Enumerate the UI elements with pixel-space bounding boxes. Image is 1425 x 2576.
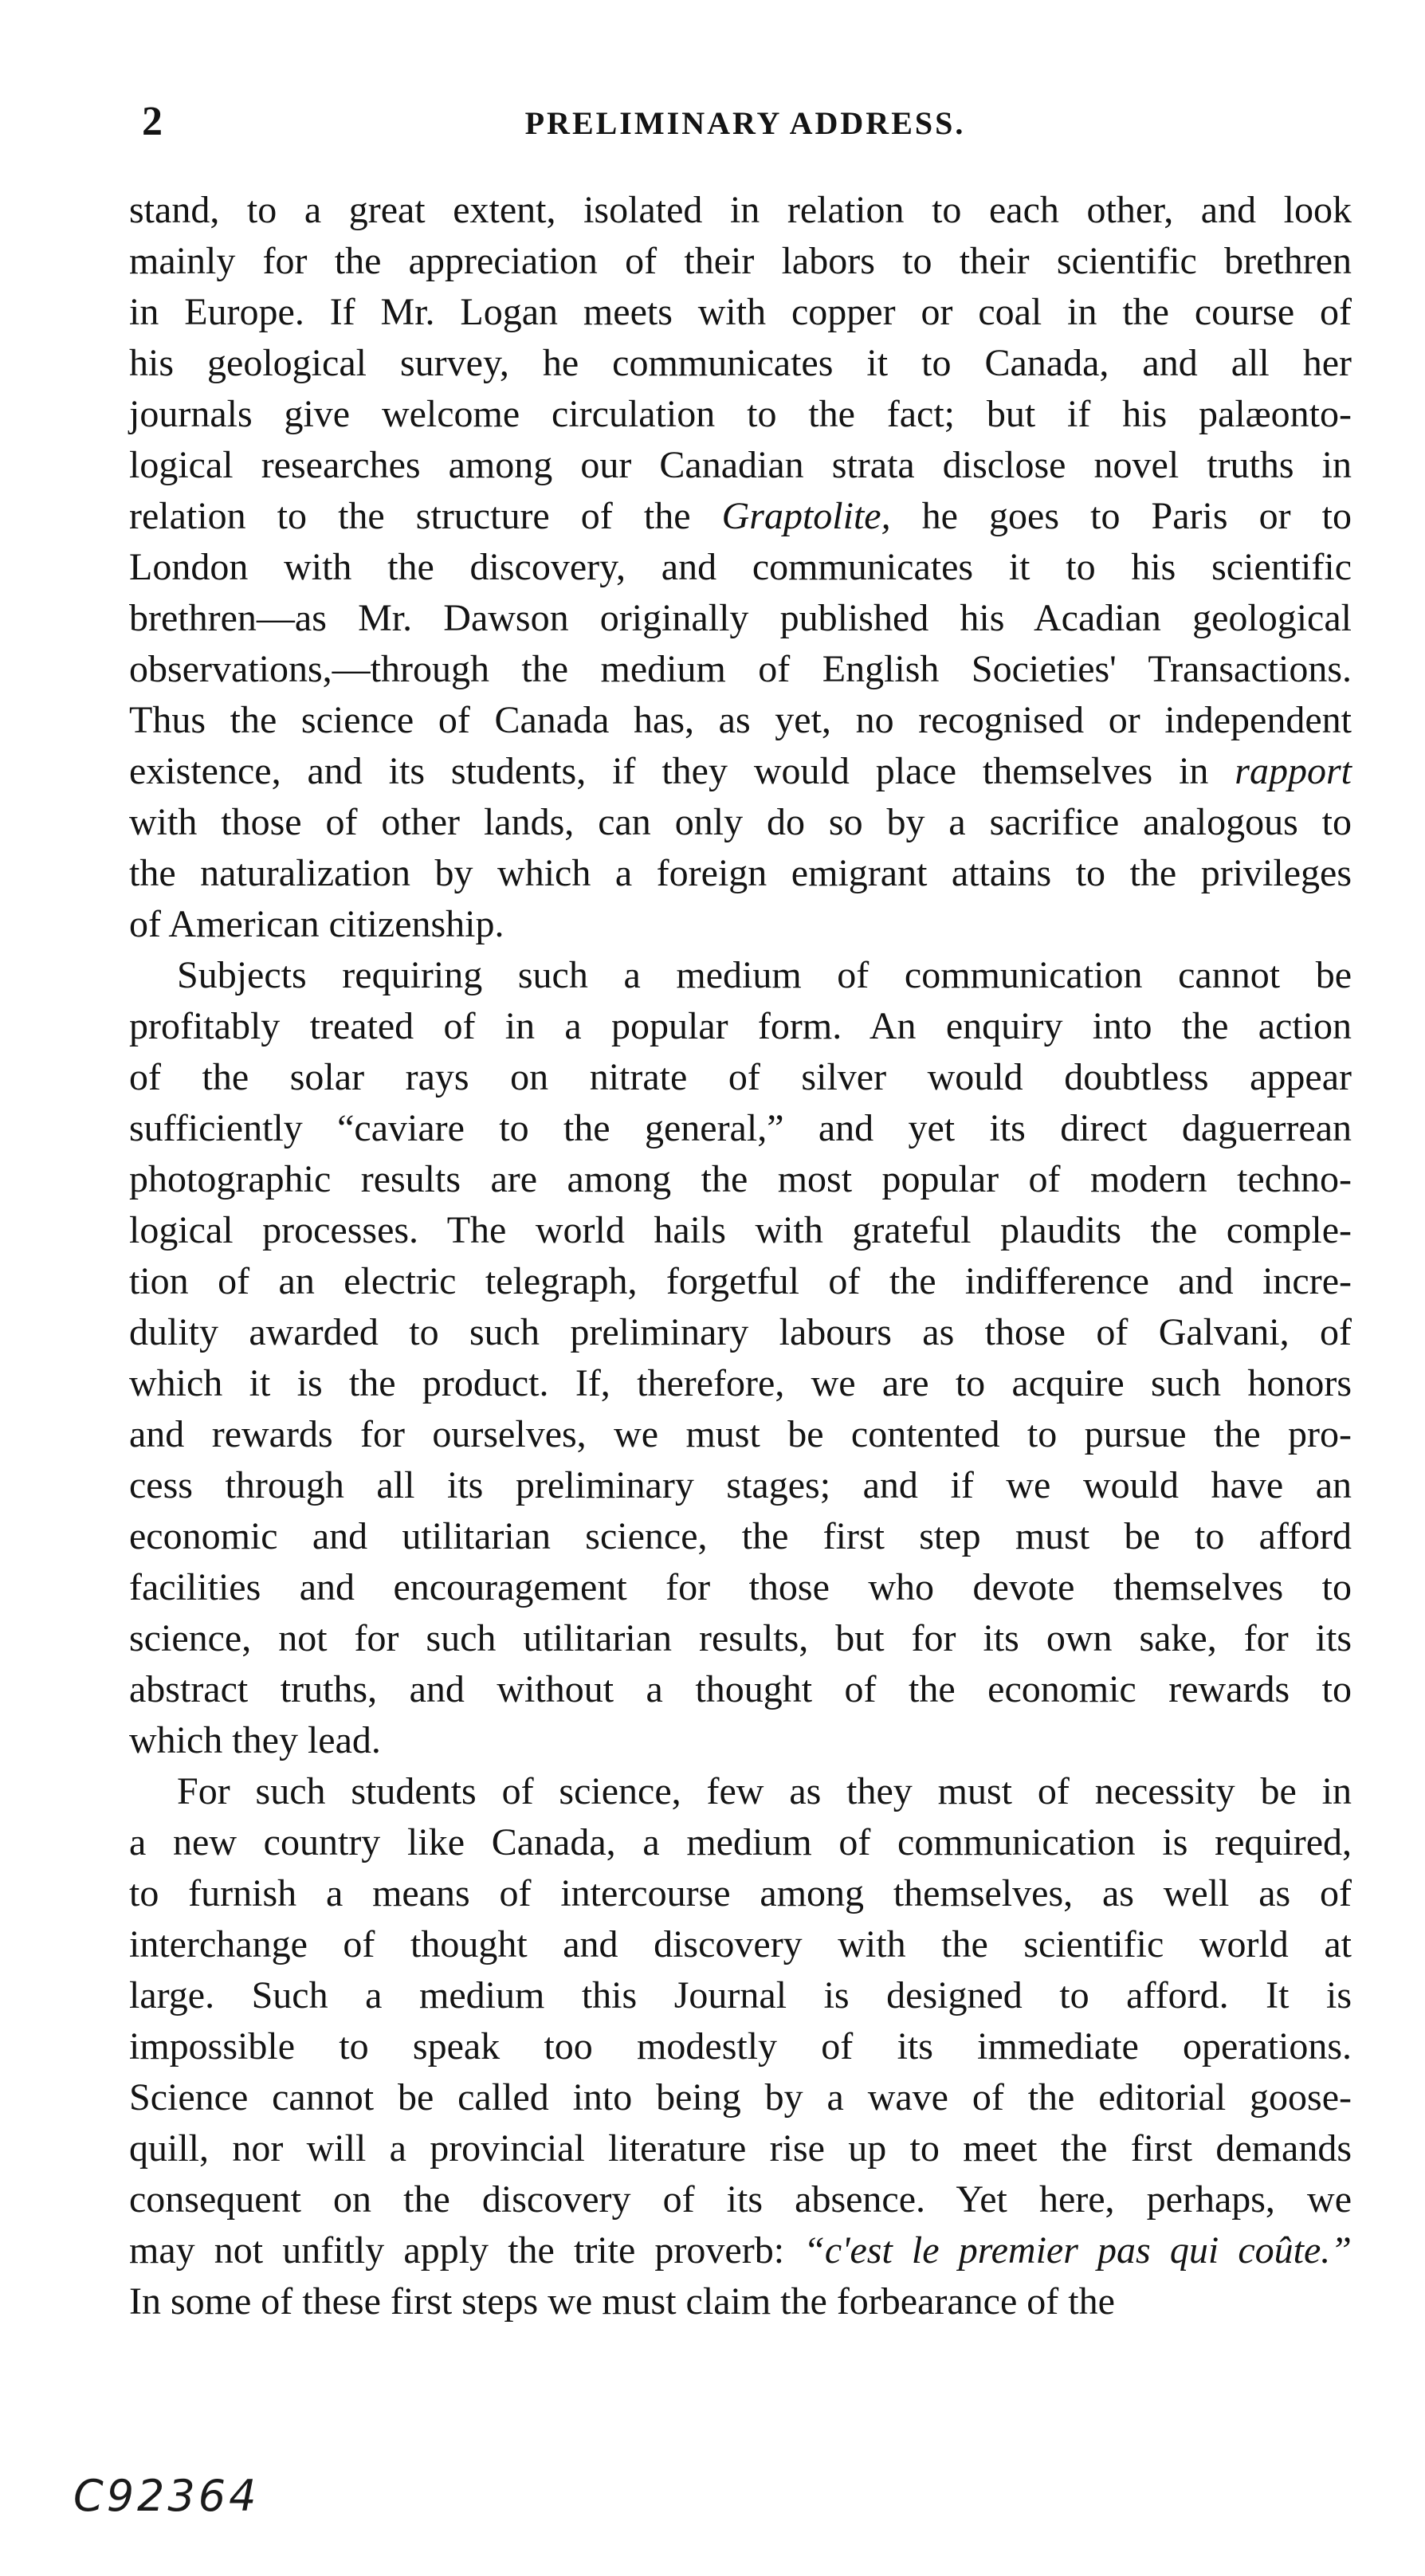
text-segment: logical researches among our Canadian strata disclose novel truths in <box>129 444 1352 486</box>
text-segment: his geological survey, he communicates it to Canada, and all her <box>129 342 1352 384</box>
text-segment: Thus the science of Canada has, as yet, no recognised or independent <box>129 699 1352 741</box>
text-line <box>129 1154 1352 1205</box>
text-line <box>129 1868 1352 1919</box>
text-segment: to furnish a means of intercourse among themselves, as well as of <box>129 1872 1352 1914</box>
text-line <box>129 338 1352 389</box>
italic-text: “c'est le premier pas qui coûte.” <box>803 2229 1352 2272</box>
text-segment: Science cannot be called into being by a wave of the editorial goose- <box>129 2076 1352 2119</box>
text-line <box>129 2021 1352 2072</box>
text-segment: of American citizenship. <box>129 903 504 945</box>
text-line <box>129 389 1352 440</box>
text-line <box>129 1001 1352 1052</box>
text-segment: London with the discovery, and communicates it to his scientific <box>129 546 1352 588</box>
text-line <box>129 491 1352 542</box>
text-line <box>129 542 1352 593</box>
text-line <box>129 185 1352 236</box>
text-line <box>129 1664 1352 1715</box>
text-segment: may not unfitly apply the trite proverb: <box>129 2229 804 2272</box>
text-segment: brethren—as Mr. Dawson originally published his Acadian geological <box>129 597 1352 639</box>
text-line <box>129 2225 1352 2276</box>
text-segment: cess through all its preliminary stages; and if we would have an <box>129 1464 1352 1506</box>
text-segment: the naturalization by which a foreign emigrant attains to the privileges <box>129 852 1352 894</box>
text-line <box>129 2123 1352 2174</box>
text-line <box>129 695 1352 746</box>
text-segment: For such students of science, few as they must of necessity be in <box>177 1770 1352 1812</box>
text-line <box>129 236 1352 287</box>
text-segment: Subjects requiring such a medium of communication cannot be <box>177 954 1352 996</box>
text-line <box>129 1817 1352 1868</box>
text-segment: tion of an electric telegraph, forgetful of the indifference and incre- <box>129 1260 1352 1302</box>
text-segment: impossible to speak too modestly of its immediate operations. <box>129 2025 1352 2067</box>
text-line <box>129 644 1352 695</box>
text-line <box>129 440 1352 491</box>
text-line <box>129 1613 1352 1664</box>
text-line <box>129 1970 1352 2021</box>
text-segment: abstract truths, and without a thought of the economic rewards to <box>129 1668 1352 1710</box>
text-line <box>129 287 1352 338</box>
text-segment: facilities and encouragement for those who devote themselves to <box>129 1566 1352 1608</box>
text-line <box>129 1562 1352 1613</box>
text-line <box>129 1511 1352 1562</box>
text-segment: profitably treated of in a popular form. An enquiry into the action <box>129 1005 1352 1047</box>
page-header <box>142 94 1348 150</box>
text-line <box>129 950 1352 1001</box>
text-segment: of the solar rays on nitrate of silver would doubtless appear <box>129 1056 1352 1098</box>
text-segment: In some of these first steps we must claim the forbearance of the <box>129 2280 1115 2323</box>
body-text <box>129 185 1352 2327</box>
paragraph <box>129 950 1352 1766</box>
paragraph <box>129 1766 1352 2327</box>
text-segment: photographic results are among the most popular of modern techno- <box>129 1158 1352 1200</box>
text-segment: existence, and its students, if they would place themselves in <box>129 750 1235 792</box>
running-head: PRELIMINARY ADDRESS. <box>524 105 966 141</box>
text-line <box>129 593 1352 644</box>
text-line <box>129 2072 1352 2123</box>
text-line <box>129 1358 1352 1409</box>
text-segment: with those of other lands, can only do so by a sacrifice analogous to <box>129 801 1352 843</box>
text-segment: he goes to Paris or to <box>890 495 1352 537</box>
text-segment: and rewards for ourselves, we must be contented to pursue the pro- <box>129 1413 1352 1455</box>
text-line <box>129 1409 1352 1460</box>
text-segment: a new country like Canada, a medium of communication is required, <box>129 1821 1352 1863</box>
text-line <box>129 1307 1352 1358</box>
text-line <box>129 1052 1352 1103</box>
text-segment: mainly for the appreciation of their labors to their scientific brethren <box>129 240 1352 282</box>
text-line <box>129 2276 1352 2327</box>
text-segment: observations,—through the medium of English Societies' Transactions. <box>129 648 1352 690</box>
text-segment: sufficiently “caviare to the general,” and yet its direct daguerrean <box>129 1107 1352 1149</box>
text-segment: relation to the structure of the <box>129 495 722 537</box>
text-line <box>129 746 1352 797</box>
text-segment: interchange of thought and discovery with the scientific world at <box>129 1923 1352 1965</box>
text-line <box>129 1205 1352 1256</box>
italic-text: Graptolite, <box>721 495 891 537</box>
text-segment: which they lead. <box>129 1719 381 1761</box>
text-line <box>129 899 1352 950</box>
text-segment: in Europe. If Mr. Logan meets with copper or coal in the course of <box>129 291 1352 333</box>
text-line <box>129 1715 1352 1766</box>
text-segment: which it is the product. If, therefore, we are to acquire such honors <box>129 1362 1352 1404</box>
text-line <box>129 1256 1352 1307</box>
text-line <box>129 1766 1352 1817</box>
text-line <box>129 797 1352 848</box>
page-number: 2 <box>142 99 163 144</box>
text-segment: logical processes. The world hails with grateful plaudits the comple- <box>129 1209 1352 1251</box>
text-segment: large. Such a medium this Journal is designed to afford. It is <box>129 1974 1352 2016</box>
text-line <box>129 2174 1352 2225</box>
text-line <box>129 848 1352 899</box>
text-line <box>129 1103 1352 1154</box>
text-segment: quill, nor will a provincial literature rise up to meet the first demands <box>129 2127 1352 2170</box>
text-segment: economic and utilitarian science, the first step must be to afford <box>129 1515 1352 1557</box>
text-segment: science, not for such utilitarian results, but for its own sake, for its <box>129 1617 1352 1659</box>
paragraph <box>129 185 1352 950</box>
text-line <box>129 1460 1352 1511</box>
text-segment: consequent on the discovery of its absence. Yet here, perhaps, we <box>129 2178 1352 2221</box>
italic-text: rapport <box>1235 750 1352 792</box>
text-segment: journals give welcome circulation to the fact; but if his palæonto- <box>129 393 1352 435</box>
catalog-mark: C92364 <box>73 2471 260 2521</box>
text-segment: dulity awarded to such preliminary labours as those of Galvani, of <box>129 1311 1352 1353</box>
text-line <box>129 1919 1352 1970</box>
text-segment: stand, to a great extent, isolated in relation to each other, and look <box>129 189 1352 231</box>
